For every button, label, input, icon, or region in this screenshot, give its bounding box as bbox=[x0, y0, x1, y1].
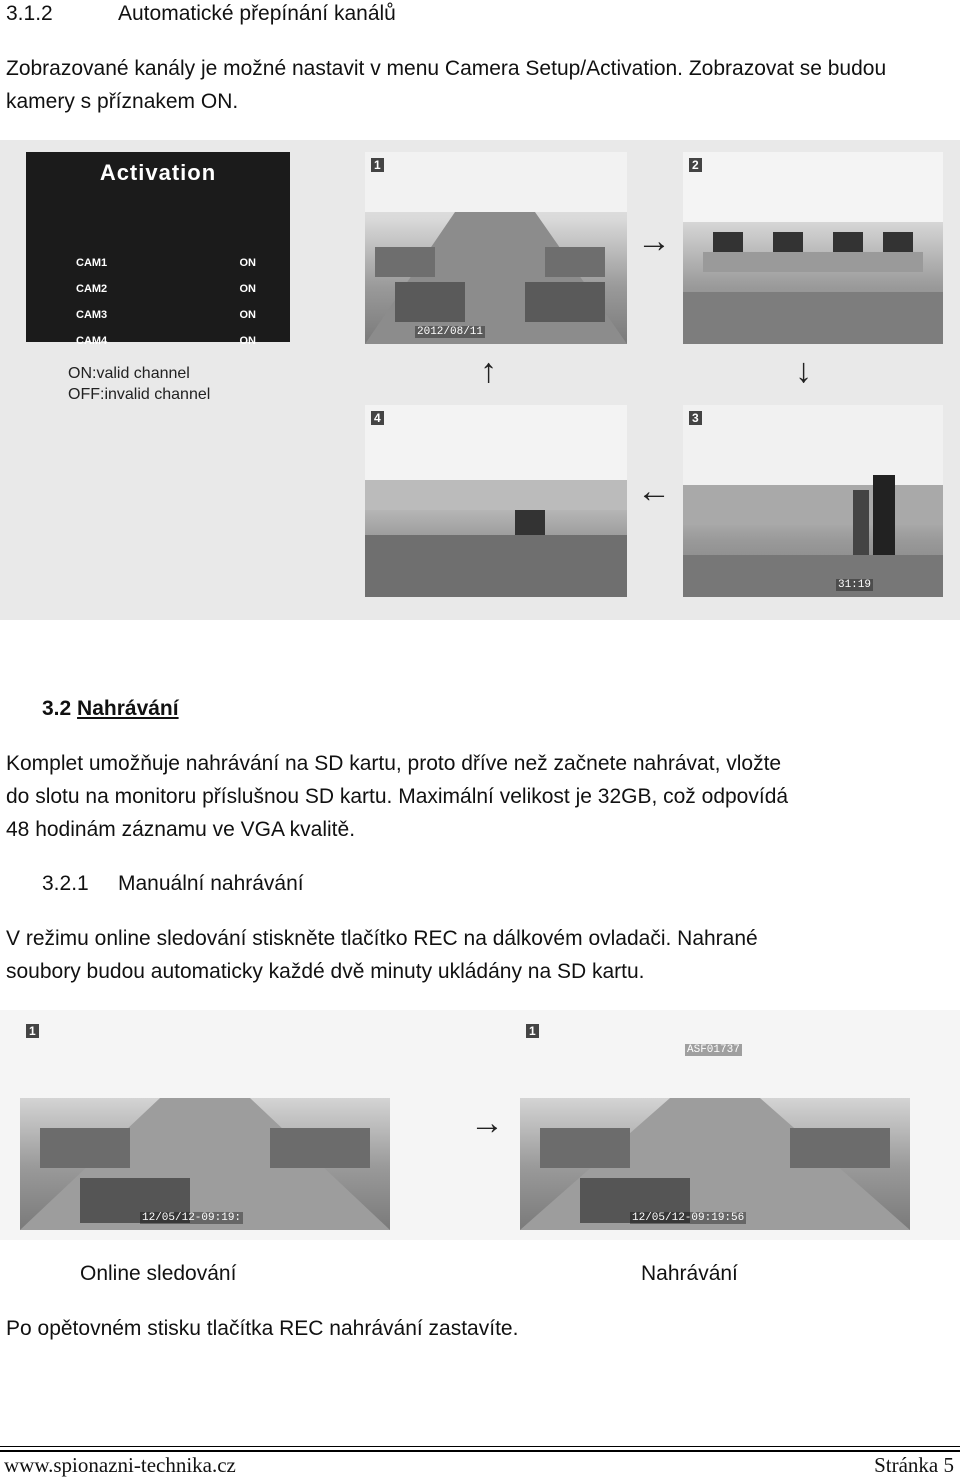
section-number: 3.2 bbox=[42, 697, 72, 720]
figure-recording bbox=[0, 1010, 960, 1240]
recording-file-label: ASF01737 bbox=[687, 1044, 740, 1056]
arrow-down-icon: ↓ bbox=[795, 352, 812, 390]
camera-view-recording bbox=[520, 1018, 910, 1230]
footer-divider bbox=[0, 1446, 960, 1447]
footer-url[interactable]: www.spionazni-technika.cz bbox=[4, 1453, 236, 1477]
cam-label: CAM1 bbox=[76, 257, 108, 269]
office-photo bbox=[683, 405, 943, 597]
office-photo bbox=[365, 405, 627, 597]
channel-number: 3 bbox=[689, 411, 702, 425]
paragraph-stop: Po opětovném stisku tlačítka REC nahrávání zastavíte. bbox=[6, 1317, 519, 1340]
paragraph-intro: Zobrazované kanály je možné nastavit v menu Camera Setup/Activation. Zobrazovat se budou kamery s příznakem ON. bbox=[6, 57, 887, 113]
timestamp: 2012/08/11 bbox=[417, 326, 484, 338]
channel-number: 4 bbox=[371, 411, 384, 425]
section-heading-3-2-1 bbox=[42, 872, 304, 896]
cam-label: CAM2 bbox=[76, 283, 108, 295]
section-number: 3.1.2 bbox=[6, 2, 53, 25]
caption-online: Online sledování bbox=[80, 1262, 237, 1285]
caption-recording: Nahrávání bbox=[641, 1262, 738, 1285]
camera-view-online bbox=[20, 1018, 390, 1230]
legend-off: OFF:invalid channel bbox=[68, 386, 211, 403]
activation-title: Activation bbox=[99, 160, 217, 185]
camera-view-1 bbox=[365, 152, 627, 344]
section-title: Automatické přepínání kanálů bbox=[118, 2, 396, 25]
section-heading-3-1-2 bbox=[6, 2, 396, 26]
cam-state: ON bbox=[239, 283, 256, 295]
cam-state: ON bbox=[239, 335, 256, 347]
paragraph-line: Komplet umožňuje nahrávání na SD kartu, proto dříve než začnete nahrávat, vložte bbox=[6, 752, 782, 775]
cam-state: ON bbox=[239, 309, 256, 321]
cam-label: CAM4 bbox=[76, 335, 108, 347]
camera-view-4 bbox=[365, 405, 627, 597]
legend-on: ON:valid channel bbox=[68, 365, 190, 382]
footer-divider bbox=[0, 1450, 960, 1452]
paragraph-line: 48 hodinám záznamu ve VGA kvalitě. bbox=[6, 818, 356, 841]
camera-view-3 bbox=[683, 405, 943, 597]
channel-number: 2 bbox=[689, 158, 702, 172]
timestamp: 12/05/12-09:19: bbox=[142, 1212, 242, 1224]
arrow-right-icon: → bbox=[470, 1104, 504, 1142]
activation-menu bbox=[26, 152, 290, 347]
channel-number: 1 bbox=[26, 1024, 39, 1038]
timestamp: 31:19 bbox=[837, 579, 871, 591]
footer-page-number: Stránka 5 bbox=[874, 1453, 954, 1477]
cam-state: ON bbox=[239, 257, 256, 269]
section-title: Nahrávání bbox=[77, 697, 179, 720]
section-number: 3.2.1 bbox=[42, 872, 89, 895]
section-title: Manuální nahrávání bbox=[118, 872, 304, 895]
arrow-up-icon: ↑ bbox=[480, 352, 497, 390]
office-photo bbox=[20, 1018, 390, 1230]
channel-number: 1 bbox=[526, 1024, 539, 1038]
office-photo bbox=[683, 152, 943, 344]
paragraph-line: V režimu online sledování stiskněte tlačítko REC na dálkovém ovladači. Nahrané bbox=[6, 927, 758, 950]
arrow-left-icon: ← bbox=[637, 472, 671, 510]
timestamp: 12/05/12-09:19:56 bbox=[632, 1212, 745, 1224]
figure-channel-switching bbox=[0, 140, 960, 620]
office-photo bbox=[365, 152, 627, 344]
paragraph-line: do slotu na monitoru příslušnou SD kartu. Maximální velikost je 32GB, což odpovídá bbox=[6, 785, 789, 808]
channel-number: 1 bbox=[371, 158, 384, 172]
camera-view-2 bbox=[683, 152, 943, 344]
paragraph-line: soubory budou automaticky každé dvě minuty ukládány na SD kartu. bbox=[6, 960, 645, 983]
cam-label: CAM3 bbox=[76, 309, 108, 321]
arrow-right-icon: → bbox=[637, 222, 671, 260]
section-heading-3-2 bbox=[42, 697, 179, 721]
